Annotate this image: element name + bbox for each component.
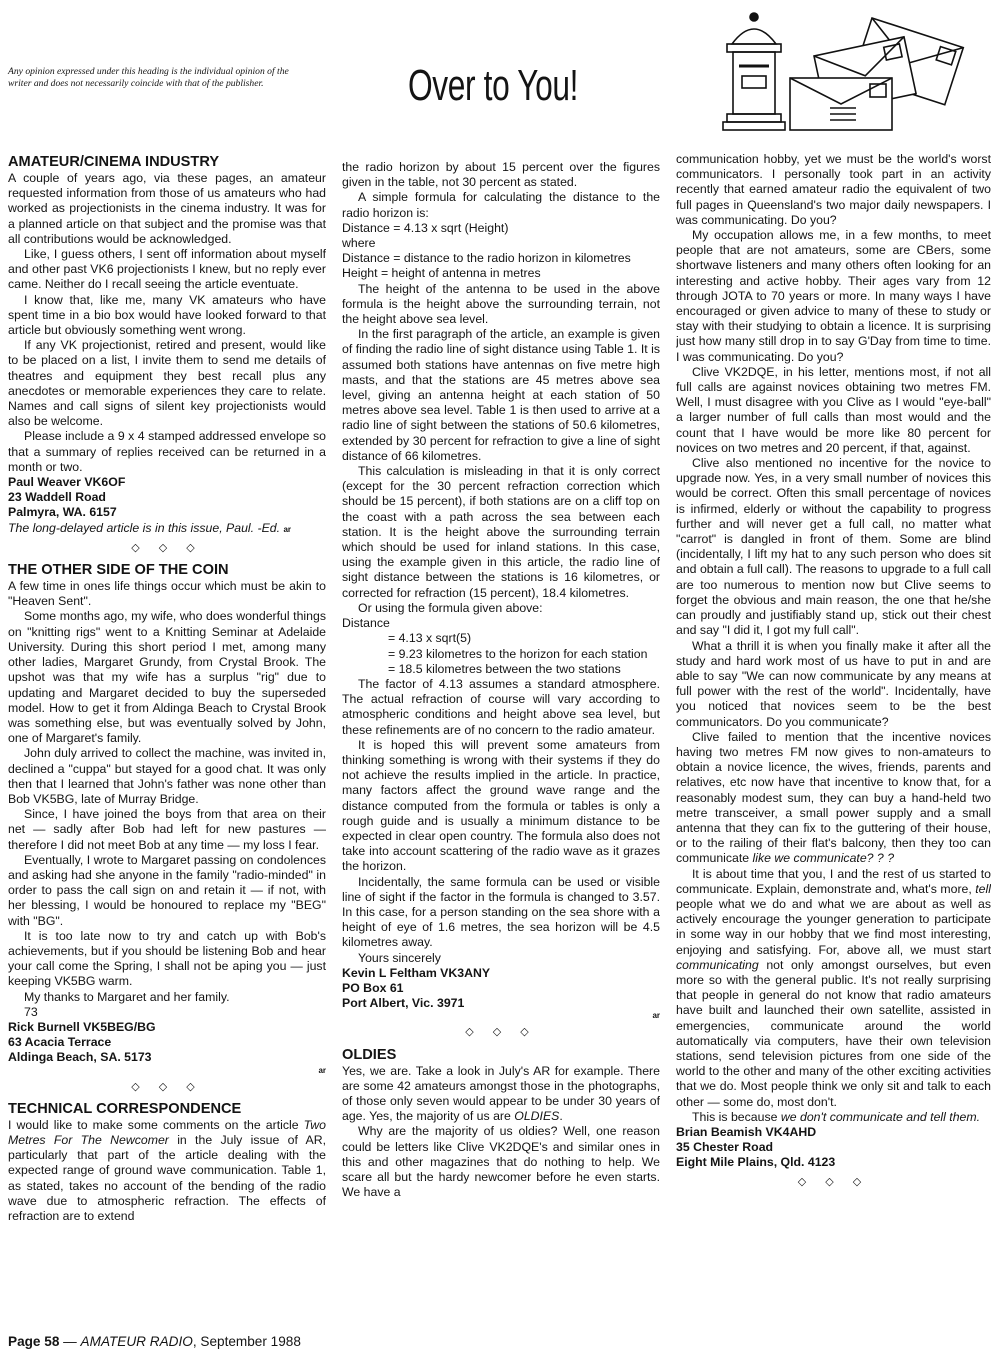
section-divider: ◇ ◇ ◇ (131, 541, 203, 554)
paragraph: In the first paragraph of the article, an example is given of finding the radio line of sight distance using Table 1. It is assumed both stations have antennas on five metre high masts, and that the stations are 45 metres above sea level, giving an antenna height at each station of 50 metres above sea level. Table 1 is then used to arrive at a radio line of sight between the stations of 50.6 kilometres, extended by 30 percent for refraction to give a line of sight distance of 66 kilometres. (342, 327, 660, 463)
author-name: Kevin L Feltham VK3ANY (342, 965, 491, 980)
mail-illustration (706, 8, 992, 140)
paragraph: A few time in ones life things occur which must be akin to "Heaven Sent". (8, 579, 326, 609)
paragraph: It is too late now to try and catch up with Bob's achievements, but if you should be listening Bob and hear your call come the Spring, I shall not be aping you — just keeping VK5BG warm. (8, 928, 326, 989)
paragraph: Please include a 9 x 4 stamped addressed envelope so that a summary of replies received can be returned in a month or two. (8, 429, 326, 474)
section-heading: TECHNICAL CORRESPONDENCE (8, 1100, 242, 1117)
paragraph: It is hoped this will prevent some amateurs from thinking something is wrong with their systems if they do not achieve the results implied in the article. In practice, many factors affect the ground wave range and the distance computed from the formula or tables is only a rough guide and is usually a minimum distance to be expected in clear open country. The formula also does not take into account scattering of the radio wave as it grazes the horizon. (342, 737, 660, 874)
author-address: 63 Acacia Terrace (8, 1035, 112, 1050)
issue-date: , September 1988 (192, 1334, 301, 1349)
paragraph: Incidentally, the same formula can be used or visible line of sight if the factor in the formula is changed to 3.57. In this case, for a person standing on the sea shore with a height of eye of 1.6 metres, the sea horizon will be 4.5 kilometres away. (342, 874, 660, 950)
paragraph: Clive VK2DQE, in his letter, mentions most, if not all full calls are against novices obtaining two metres FM. Well, I must disagree with you Clive as I would "eye-ball" a larger number of full calls than most would and the count that I have would be more like 80 percent for novices on two metres and 20 percent, if that, against. (676, 364, 991, 455)
author-name: Rick Burnell VK5BEG/BG (8, 1019, 156, 1034)
page-number: Page 58 (8, 1334, 60, 1349)
author-location: Port Albert, Vic. 3971 (342, 996, 465, 1011)
author-address: 23 Waddell Road (8, 490, 106, 505)
author-location: Palmyra, WA. 6157 (8, 505, 117, 520)
paragraph: Clive failed to mention that the incentive novices having two metres FM now gives to non-amateurs to obtain a novice licence, the wives, friends, parents and relatives, etc now have that incentive to know that, for a reasonably modest sum, they can buy a hand-held two metre transceiver, a small power supply and a small antenna that they can fix to the guttering of their house, or to the railing of their flat's balcony, then they too can communicate like we communicate? ? ? (676, 729, 991, 866)
paragraph: the radio horizon by about 15 percent over the figures given in the table, not 30 percent as stated. (342, 160, 660, 190)
page-footer (8, 1334, 301, 1350)
disclaimer-note: Any opinion expressed under this heading is the individual opinion of the writer and does not necessarily coincide with that of the publisher. (8, 66, 289, 89)
post-box-icon (723, 13, 785, 130)
column-3 (676, 152, 991, 1332)
formula-line: = 9.23 kilometres to the horizon for each station (388, 646, 648, 661)
paragraph: A couple of years ago, via these pages, an amateur requested information from those of us amateurs who had worked as projectionists in the cinema industry. It was for a planned article on that subject and the promise was that all contributions would be acknowledged. (8, 171, 326, 246)
formula-line: Distance = distance to the radio horizon in kilometres (342, 251, 631, 266)
paragraph: This calculation is misleading in that it is only correct (except for the 30 percent refraction correction which should be 15 percent), if both stations are on a cliff top on the coast with a path across the sea between each station. It is the height above the surrounding terrain which should be used for inland stations. In this case, using the example given in this article, the radio line of sight distance between the stations is 16 kilometres, or corrected for refraction (15 percent), 18.4 kilometres. (342, 464, 660, 600)
editor-note: The long-delayed article is in this issue, Paul. -Ed. ar (8, 520, 292, 535)
closing: Yours sincerely (358, 950, 441, 965)
author-name: Paul Weaver VK6OF (8, 475, 126, 490)
author-address: 35 Chester Road (676, 1140, 774, 1155)
author-location: Eight Mile Plains, Qld. 4123 (676, 1155, 836, 1170)
paragraph: It is about time that you, I and the rest of us started to communicate. Explain, demonstrate and, what's more, tell people what we do and what we are about as well as actively encourage the younger generation to participate in some way in our hobby that we find most interesting, enjoying and satisfying. For, above all, we must start communicating not only amongst ourselves, but even more so with the general public. It's not really surprising that people in general do not know that radio amateurs have built and launched their own satellite, assisted in emergencies, communicate around the world automatically via computers, have their own television stations, send television pictures from one side of the world to the other and many of the other exciting activities that we do. Most people think we only sit and talk to each other — some do, most don't. (676, 866, 991, 1109)
paragraph: Since, I have joined the boys from that area on their net — sadly after Bob had left for new pastures — therefore I did not meet Bob at any time — my loss I fear. (8, 807, 326, 852)
closing: 73 (24, 1004, 38, 1019)
formula-line: Height = height of antenna in metres (342, 266, 541, 281)
formula-line: where (342, 236, 376, 251)
paragraph: Yes, we are. Take a look in July's AR for example. There are some 42 amateurs amongst those in the photographs, of those only seven would appear to be under 30 years of age. Yes, the majority of us are OLDIES. (342, 1063, 660, 1124)
section-divider: ◇ ◇ ◇ (465, 1026, 537, 1039)
formula-line: = 18.5 kilometres between the two stations (388, 661, 621, 676)
paragraph: My occupation allows me, in a few months, to meet people that are not amateurs, some are CBers, some shortwave listeners and many others often looking for an interesting and active hobby. Their ages vary from 12 through JOTA to 70 years or more. In many ways I have encouraged or given advice to many of these to study or stay with their studying to obtain a licence. It is surprising just how many still drop in to say G'Day from time to time. I was communicating. Do you? (676, 228, 991, 364)
formula-line: Distance (342, 616, 390, 631)
envelope-icon (790, 18, 963, 130)
paragraph: My thanks to Margaret and her family. (24, 989, 230, 1004)
paragraph: communication hobby, yet we must be the world's worst communicators. I personally took part in an activity recently that earned amateur radio the equivalent of two full pages in Queensland's two major daily newspapers. I was communicating. Do you? (676, 152, 991, 227)
paragraph: What a thrill it is when you finally make it after all the study and hard work most of us have to put in and are able to say "We can now communicate by any means at full power with the rest of the world". Incidentally, have you noticed that novices seem to be the best communicators. Do you communicate? (676, 638, 991, 729)
column-1 (8, 152, 326, 1332)
section-heading: THE OTHER SIDE OF THE COIN (8, 562, 229, 579)
paragraph: If any VK projectionist, retired and present, would like to be placed on a list, I invite them to send me details of theatres and equipment they best recall plus any anecdotes or memorable experiences they care to relate. Names and call signs of silent key projectionists would also be welcome. (8, 338, 326, 429)
paragraph: A simple formula for calculating the distance to the radio horizon is: (342, 190, 660, 220)
paragraph: I would like to make some comments on the article Two Metres For The Newcomer in the July issue of AR, particularly that part of the article dealing with the expected range of ground wave communication. Table 1, as stated, takes no account of the bending of the radio wave due to atmospheric refraction. The effects of refraction are to extend (8, 1117, 326, 1223)
formula-line: = 4.13 x sqrt(5) (388, 631, 472, 646)
paragraph: The height of the antenna to be used in the above formula is the height above the surrounding terrain, not the height above sea level. (342, 281, 660, 327)
section-divider: ◇ ◇ ◇ (797, 1175, 870, 1188)
formula-line: Distance = 4.13 x sqrt (Height) (342, 220, 509, 235)
paragraph: John duly arrived to collect the machine, was invited in, declined a "cuppa" but stayed for a good chat. It was only then that I learned that John's father was none other than Bob VK5BG, late of Murray Bridge. (8, 746, 326, 806)
column-2 (342, 160, 660, 1340)
paragraph: This is because we don't communicate and tell them. (692, 1109, 981, 1124)
end-mark: ar (652, 1011, 660, 1021)
paragraph: Some months ago, my wife, who does wonderful things on "knitting rigs" went to a Knitting Seminar at Adelaide University. During this short period I met, among many other ladies, Margaret Grundy, from Crystal Brook. The upshot was that my wife has a surplus "rig" due to updating and Margaret decided to buy the superseded model. How to get it from Aldinga Beach to Crystal Brook was something else, but was eventually solved by John, one of Margaret's family. (8, 609, 326, 746)
author-address: PO Box 61 (342, 980, 404, 995)
paragraph: Eventually, I wrote to Margaret passing on condolences and asking had she anyone in the family "radio-minded" in order to pass the call sign on and retain it — if not, with her blessing, I would be honoured to replace my "BEG" with "BG". (8, 852, 326, 928)
paragraph: Or using the formula given above: (358, 600, 543, 615)
page-title: Over to You! (408, 61, 579, 110)
author-location: Aldinga Beach, SA. 5173 (8, 1050, 152, 1065)
section-heading: AMATEUR/CINEMA INDUSTRY (8, 154, 220, 170)
magazine-name: AMATEUR RADIO (80, 1334, 193, 1349)
paragraph: I know that, like me, many VK amateurs who have spent time in a bio box would have looked forward to that article but obviously something went wrong. (8, 292, 326, 338)
section-divider: ◇ ◇ ◇ (131, 1080, 203, 1093)
footer-dash: — (59, 1334, 81, 1349)
paragraph: Like, I guess others, I sent off information about myself and other past VK6 projectionists I knew, but no reply ever came. Neither do I recall seeing the article eventuate. (8, 247, 326, 292)
section-heading: OLDIES (342, 1046, 397, 1063)
end-mark: ar (318, 1065, 326, 1075)
author-name: Brian Beamish VK4AHD (676, 1125, 817, 1139)
paragraph: Why are the majority of us oldies? Well, one reason could be letters like Clive VK2DQE's and similar ones in this and other magazines that do nothing to help. We scare all but the hardy newcomer before he even starts. We have a (342, 1124, 660, 1200)
paragraph: Clive also mentioned no incentive for the novice to upgrade now. Yes, in a very small number of novices this would be correct. Often this small percentage of novices is infirmed, elderly or without the capability to progress further and will never get a full call, no matter what "carrot" is dangled in front of them. Some are blind (incidentally, I lift my hat to any such person who does sit and obtain a full call). The reasons to upgrade to a full call are too numerous to mention now but Clive seems to forget the obvious and main reason, the one that he/she can proudly and justifiably stand up, stick out their chest and say "I did it, I got my full call". (676, 456, 991, 638)
paragraph: The factor of 4.13 assumes a standard atmosphere. The actual refraction of course will vary according to atmospheric conditions and height above sea level, but these refinements are of no concern to the radio amateur. (342, 676, 660, 737)
